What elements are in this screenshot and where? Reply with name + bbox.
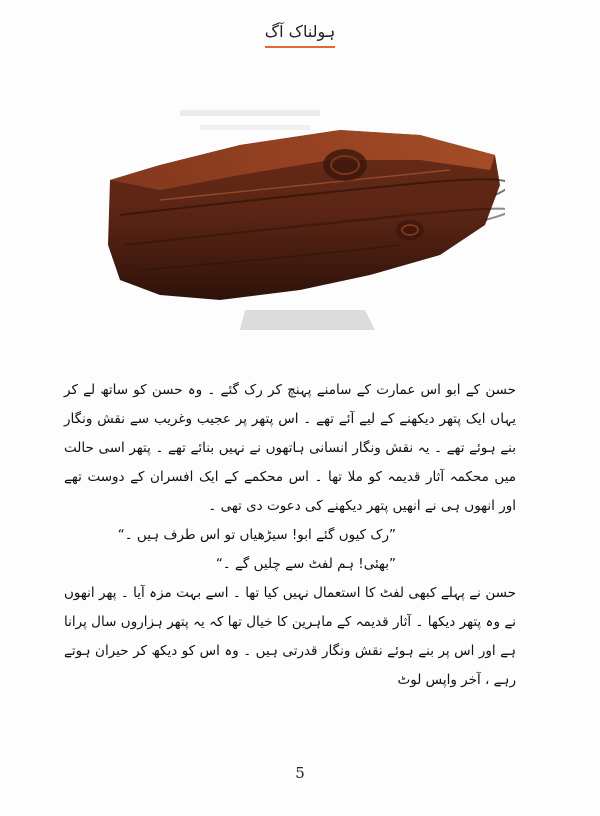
paragraph: حسن کے ابو اس عمارت کے سامنے پہنچ کر رک گئے ۔ وہ حسن کو ساتھ لے کر یہاں ایک پتھر دیکھنے کے لیے آئے تھے ۔ اس پتھر پر عجیب وغریب سے نقش ونگار بنے ہوئے تھے ۔ یہ نقش ونگار انسانی ہاتھوں نے نہیں بنائے تھے ۔ پتھر اسی حالت میں محکمہ آثار قدیمہ کو ملا تھا ۔ اس محکمے کے ایک افسران کے دوست تھے اور انھوں ہی نے انھیں پتھر دیکھنے کی دعوت دی تھی ۔ — [64, 382, 516, 514]
chapter-title: ہولناک آگ — [264, 22, 336, 41]
title-underline — [265, 46, 335, 48]
page-number: 5 — [295, 764, 305, 782]
paragraph: حسن نے پہلے کبھی لفٹ کا استعمال نہیں کیا تھا ۔ اسے بہت مزہ آیا ۔ پھر انھوں نے وہ پتھر دیکھا ۔ آثار قدیمہ کے ماہرین کا خیال تھا کہ یہ پتھر ہزاروں سال پرانا ہے اور اس پر بنے ہوئے نقش ونگار قدرتی ہیں ۔ وہ اس کو دیکھ کر حیران ہوتے رہے ، آخر واپس لوٹ — [64, 585, 516, 688]
dialogue-line: ”رک کیوں گئے ابو! سیڑھیاں تو اس طرف ہیں ۔“ — [117, 527, 396, 543]
stone-photo — [100, 105, 505, 345]
story-text — [64, 376, 516, 695]
dialogue-line: ”بھئی! ہم لفٹ سے چلیں گے ۔“ — [215, 556, 396, 572]
